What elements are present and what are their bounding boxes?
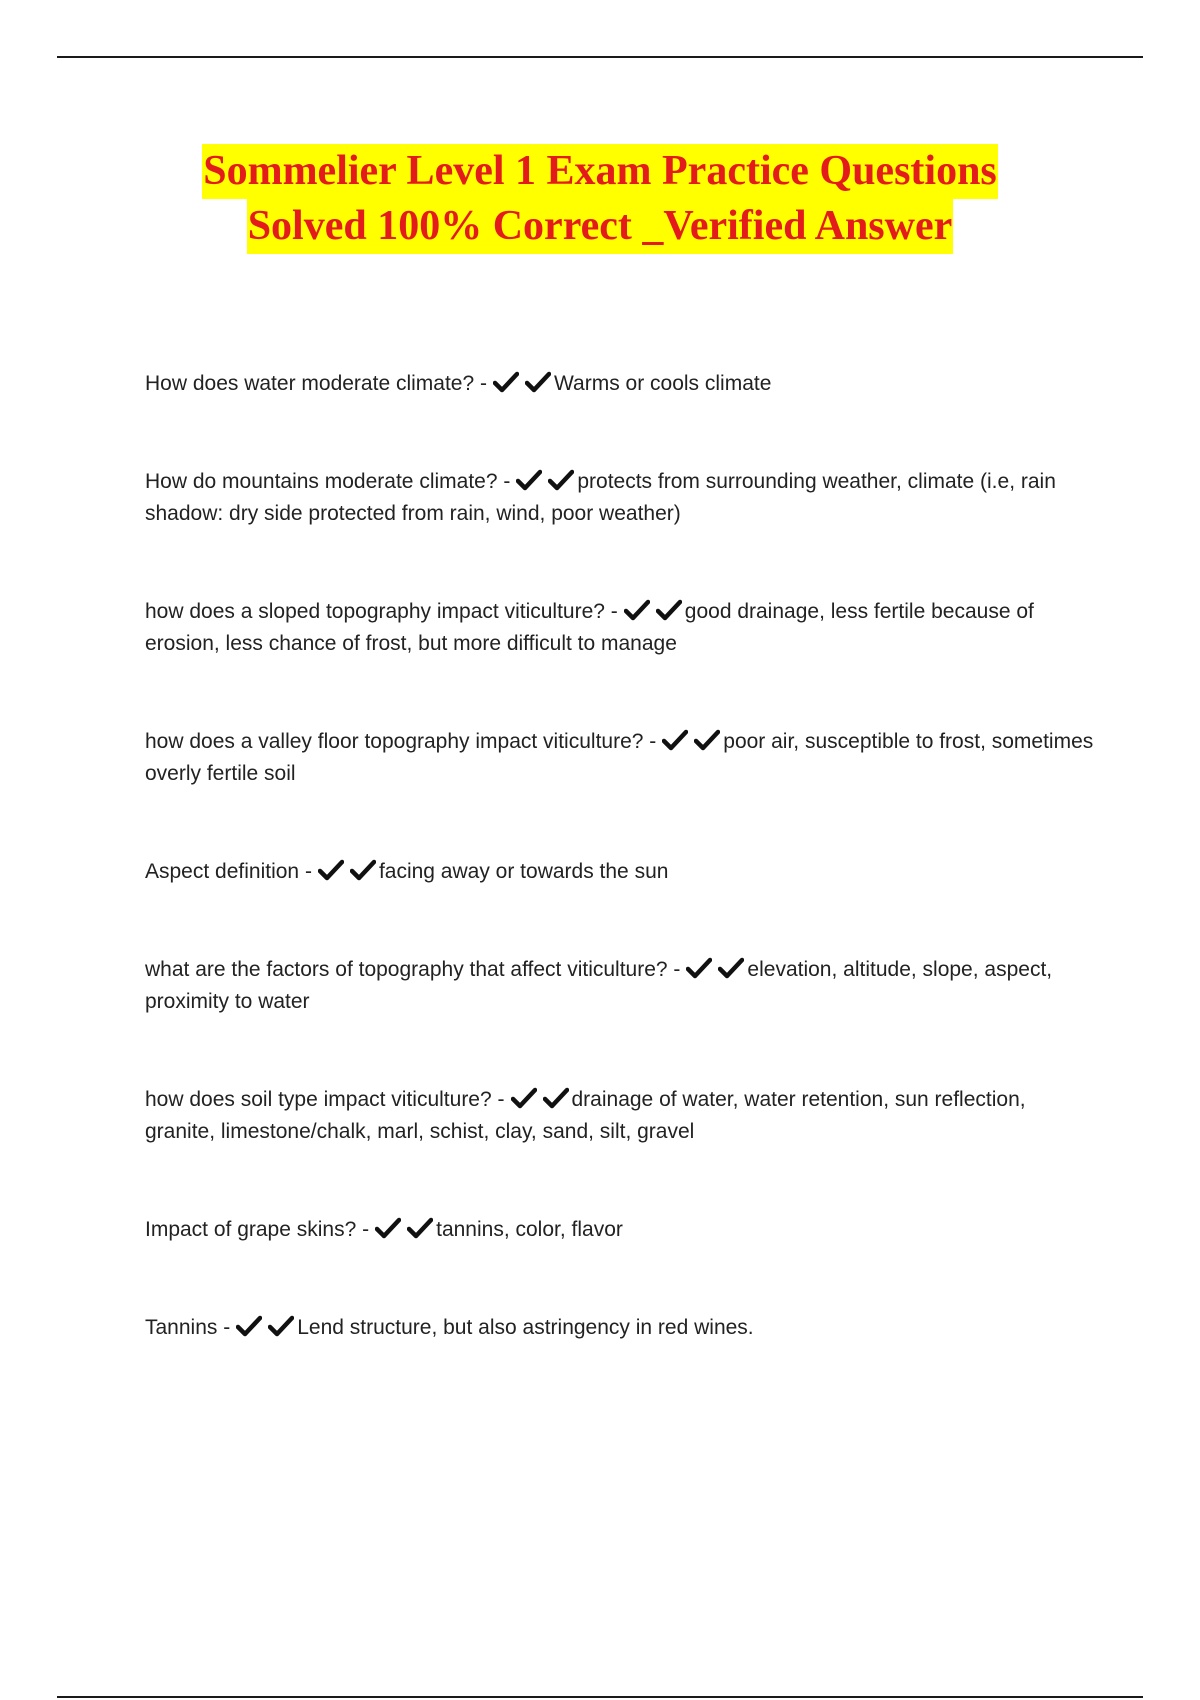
question-text: how does a valley floor topography impact viticulture? (145, 730, 644, 753)
qa-item (145, 856, 1095, 888)
question-text: what are the factors of topography that affect viticulture? (145, 958, 668, 981)
answer-text: drainage of water, water retention, sun reflection, granite, limestone/chalk, marl, schist, clay, sand, silt, gravel (145, 1088, 1026, 1143)
check-icon (268, 1315, 294, 1337)
answer-text: facing away or towards the sun (378, 860, 669, 883)
check-icon (516, 469, 542, 491)
check-icon (236, 1315, 262, 1337)
check-icon (543, 1087, 569, 1109)
answer-text: elevation, altitude, slope, aspect, proximity to water (145, 958, 1053, 1013)
bottom-rule (57, 1696, 1143, 1698)
qa-item (145, 1214, 1095, 1246)
check-icon (375, 1217, 401, 1239)
question-text: How does water moderate climate? (145, 372, 475, 395)
check-icon (624, 599, 650, 621)
check-icon (493, 371, 519, 393)
check-icon (525, 371, 551, 393)
title-line-2: Solved 100% Correct _Verified Answer (247, 199, 954, 254)
separator: - (356, 1218, 370, 1241)
qa-item (145, 466, 1095, 530)
question-text: how does a sloped topography impact viticulture? (145, 600, 605, 623)
answer-text: protects from surrounding weather, climate (i.e, rain shadow: dry side protected from rain, wind, poor weather) (145, 470, 1056, 525)
separator: - (299, 860, 312, 883)
check-icon (318, 859, 344, 881)
qa-item (145, 726, 1095, 790)
question-text: Impact of grape skins? (145, 1218, 357, 1241)
check-icon (407, 1217, 433, 1239)
qa-item (145, 368, 1095, 400)
separator: - (474, 372, 487, 395)
separator: - (643, 730, 657, 753)
answer-text: tannins, color, flavor (436, 1218, 623, 1241)
title-line-1: Sommelier Level 1 Exam Practice Questions (202, 144, 998, 199)
separator: - (667, 958, 681, 981)
qa-item (145, 596, 1095, 660)
answer-text: good drainage, less fertile because of erosion, less chance of frost, but more difficult to manage (145, 600, 1034, 655)
check-icon (662, 729, 688, 751)
question-text: how does soil type impact viticulture? (145, 1088, 492, 1111)
qa-item (145, 954, 1095, 1018)
check-icon (686, 957, 712, 979)
separator: - (604, 600, 618, 623)
check-icon (511, 1087, 537, 1109)
check-icon (718, 957, 744, 979)
separator: - (217, 1316, 231, 1339)
check-icon (350, 859, 376, 881)
top-rule (57, 56, 1143, 58)
question-text: Aspect definition (145, 860, 300, 883)
qa-list (145, 368, 1095, 1410)
qa-item (145, 1312, 1095, 1344)
separator: - (497, 470, 511, 493)
check-icon (694, 729, 720, 751)
answer-text: poor air, susceptible to frost, sometimes overly fertile soil (145, 730, 1094, 785)
question-text: Tannins (145, 1316, 218, 1339)
document-title (0, 144, 1200, 254)
qa-item (145, 1084, 1095, 1148)
answer-text: Warms or cools climate (553, 372, 772, 395)
separator: - (491, 1088, 505, 1111)
answer-text: Lend structure, but also astringency in red wines. (297, 1316, 754, 1339)
question-text: How do mountains moderate climate? (145, 470, 498, 493)
check-icon (548, 469, 574, 491)
check-icon (656, 599, 682, 621)
